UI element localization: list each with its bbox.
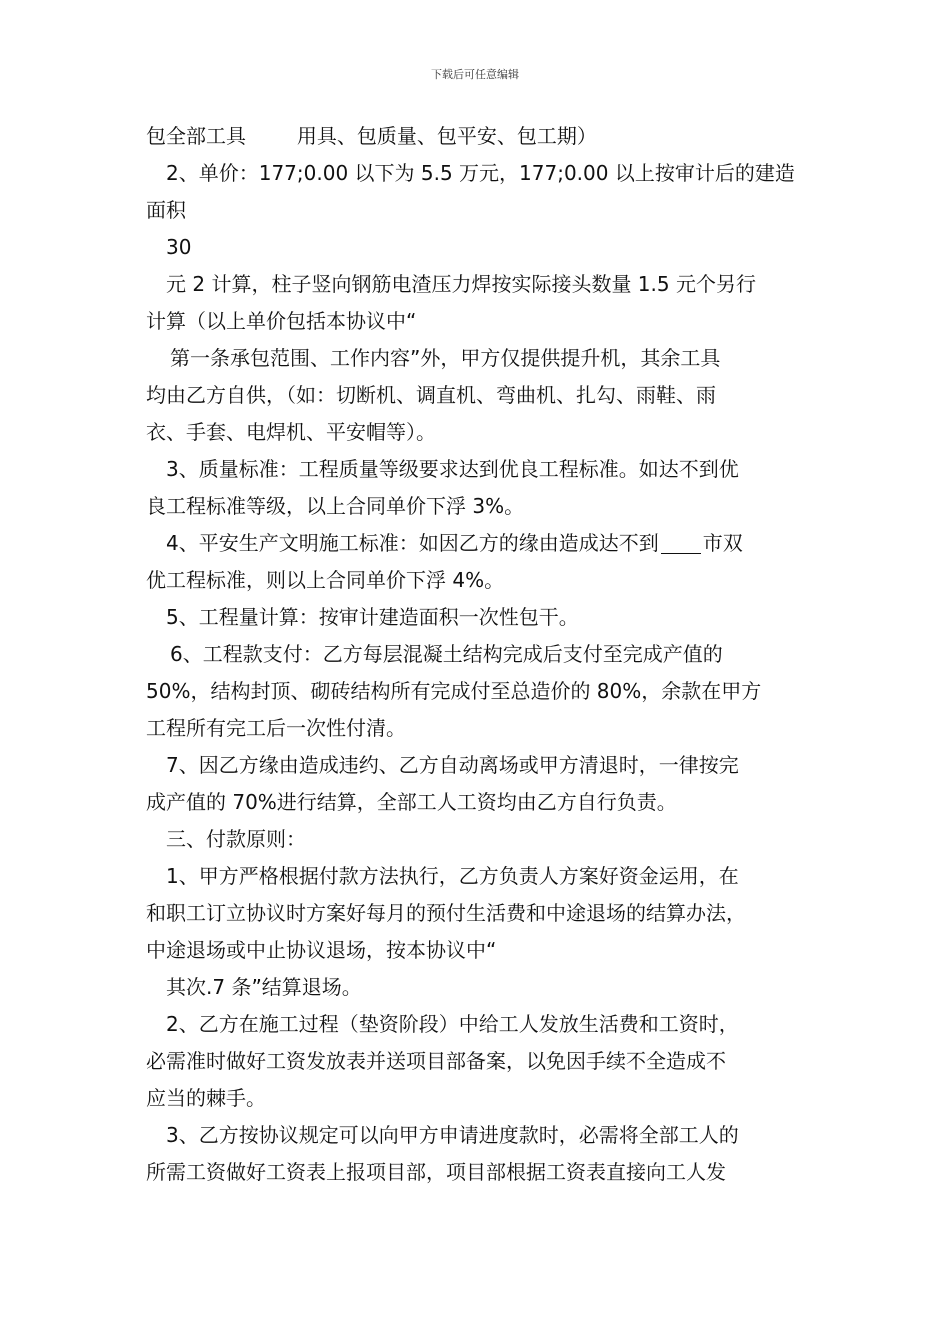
- text-line: 元 2 计算，柱子竖向钢筋电渣压力焊按实际接头数量 1.5 元个另行: [166, 272, 756, 296]
- text-line: [146, 525, 816, 562]
- text-line: 和职工订立协议时方案好每月的预付生活费和中途退场的结算办法，: [146, 901, 746, 925]
- text-line: 1、甲方严格根据付款方法执行，乙方负责人方案好资金运用，在: [166, 864, 739, 888]
- text-line: 30: [166, 235, 192, 259]
- page-header: 下载后可任意编辑: [431, 68, 519, 81]
- text-line: 必需准时做好工资发放表并送项目部备案，以免因手续不全造成不: [146, 1049, 726, 1073]
- text-line: 均由乙方自供，（如：切断机、调直机、弯曲机、扎勾、雨鞋、雨: [146, 383, 716, 407]
- section-heading: 三、付款原则：: [166, 827, 306, 851]
- text-line: 良工程标准等级，以上合同单价下浮 3%。: [146, 494, 525, 518]
- text-line: 成产值的 70%进行结算，全部工人工资均由乙方自行负责。: [146, 790, 677, 814]
- text-line: 中途退场或中止协议退场，按本协议中“: [146, 938, 497, 962]
- text-line: 50%，结构封顶、砌砖结构所有完成付至总造价的 80%，余款在甲方: [146, 679, 762, 703]
- text-line: 7、因乙方缘由造成违约、乙方自动离场或甲方清退时，一律按完: [166, 753, 739, 777]
- document-body: [146, 118, 816, 1191]
- text-line: 衣、手套、电焊机、平安帽等）。: [146, 420, 436, 444]
- text-line: 3、质量标准：工程质量等级要求达到优良工程标准。如达不到优: [166, 457, 739, 481]
- text-segment: 市双: [702, 531, 743, 555]
- text-line: 面积: [146, 198, 186, 222]
- text-line: 其次.7 条”结算退场。: [166, 975, 362, 999]
- text-segment: 4、平安生产文明施工标准：如因乙方的缘由造成达不到: [166, 531, 659, 555]
- text-line: 应当的棘手。: [146, 1086, 266, 1110]
- fill-in-blank: [661, 531, 701, 554]
- text-line: 所需工资做好工资表上报项目部，项目部根据工资表直接向工人发: [146, 1160, 726, 1184]
- text-line: 2、乙方在施工过程（垫资阶段）中给工人发放生活费和工资时，: [166, 1012, 739, 1036]
- text-line: 3、乙方按协议规定可以向甲方申请进度款时，必需将全部工人的: [166, 1123, 739, 1147]
- text-line: 第一条承包范围、工作内容”外，甲方仅提供提升机，其余工具: [170, 346, 721, 370]
- text-line: 计算（以上单价包括本协议中“: [146, 309, 417, 333]
- text-line: 工程所有完工后一次性付清。: [146, 716, 406, 740]
- text-line: 包全部工具 用具、包质量、包平安、包工期）: [146, 124, 597, 148]
- text-line: 5、工程量计算：按审计建造面积一次性包干。: [166, 605, 579, 629]
- text-line: 优工程标准，则以上合同单价下浮 4%。: [146, 568, 505, 592]
- text-line: 6、工程款支付：乙方每层混凝土结构完成后支付至完成产值的: [170, 642, 723, 666]
- text-line: 2、单价：177;0.00 以下为 5.5 万元，177;0.00 以上按审计后的建造: [166, 161, 795, 185]
